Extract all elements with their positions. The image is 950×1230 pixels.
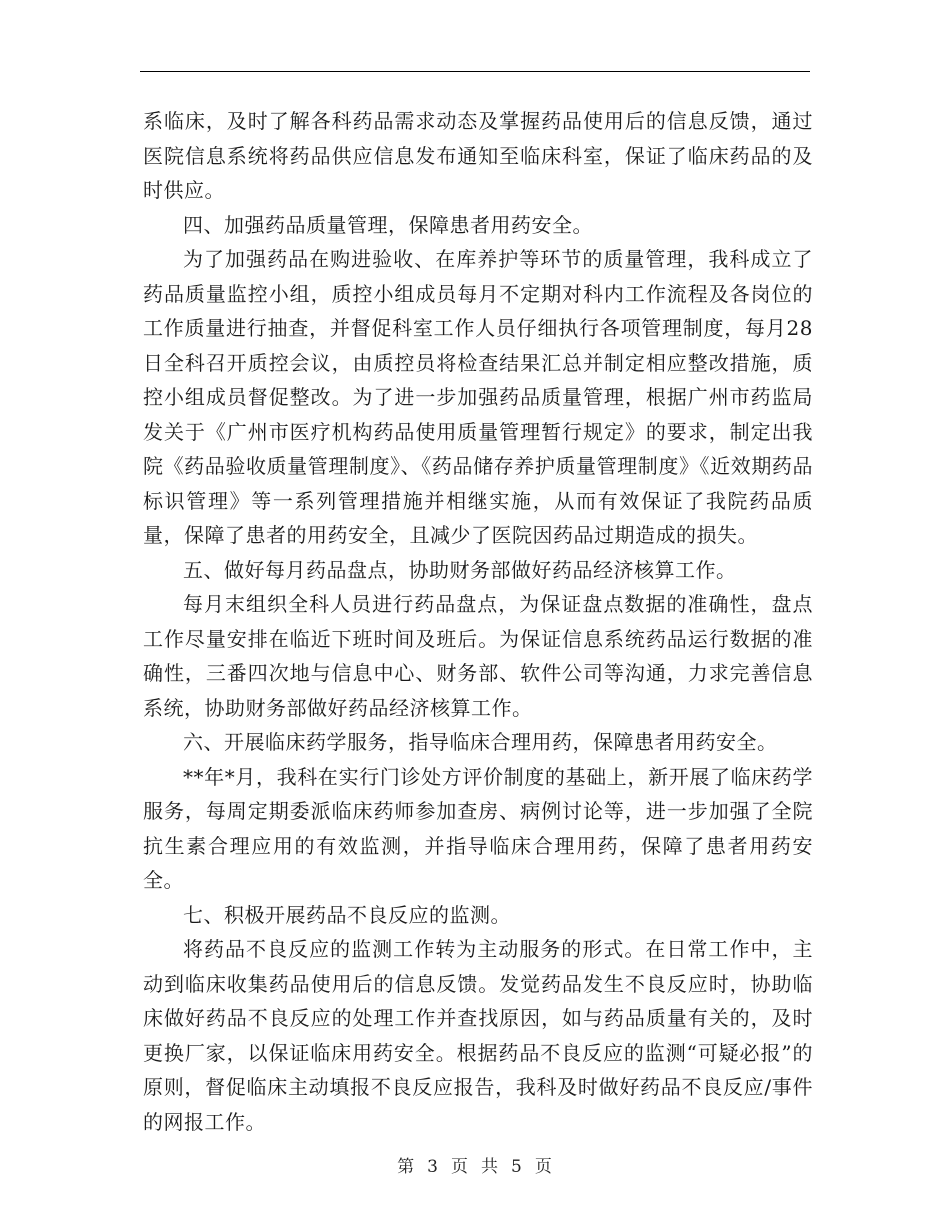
paragraph: **年*月，我科在实行门诊处方评价制度的基础上，新开展了临床药学服务，每周定期委派临床药师参加查房、病例讨论等，进一步加强了全院抗生素合理应用的有效监测，并指导临床合理用药，保障了患者用药安全。 <box>143 764 813 892</box>
page-footer <box>0 1152 950 1177</box>
document-body <box>143 104 813 1139</box>
footer-total-unit: 页 <box>534 1157 553 1177</box>
header-rule <box>140 71 810 72</box>
footer-current-page: 3 <box>427 1157 439 1177</box>
paragraph: 为了加强药品在购进验收、在库养护等环节的质量管理，我科成立了药品质量监控小组，质控小组成员每月不定期对科内工作流程及各岗位的工作质量进行抽查，并督促科室工作人员仔细执行各项管理制度，每月28日全科召开质控会议，由质控员将检查结果汇总并制定相应整改措施，质控小组成员督促整改。为了进一步加强药品质量管理，根据广州市药监局发关于《广州市医疗机构药品使用质量管理暂行规定》的要求，制定出我院《药品验收质量管理制度》、《药品储存养护质量管理制度》《近效期药品标识管理》等一系列管理措施并相继实施，从而有效保证了我院药品质量，保障了患者的用药安全，且减少了医院因药品过期造成的损失。 <box>143 247 813 547</box>
footer-prefix: 第 <box>397 1157 416 1177</box>
section-heading: 六、开展临床药学服务，指导临床合理用药，保障患者用药安全。 <box>183 730 778 754</box>
footer-total-label: 共 <box>481 1157 499 1177</box>
footer-page-unit: 页 <box>451 1157 469 1177</box>
section-heading: 四、加强药品质量管理，保障患者用药安全。 <box>183 212 593 237</box>
paragraph: 每月末组织全科人员进行药品盘点，为保证盘点数据的准确性，盘点工作尽量安排在临近下班时间及班后。为保证信息系统药品运行数据的准确性，三番四次地与信息中心、财务部、软件公司等沟通，力求完善信息系统，协助财务部做好药品经济核算工作。 <box>143 592 813 720</box>
section-heading: 五、做好每月药品盘点，协助财务部做好药品经济核算工作。 <box>183 557 737 582</box>
section-heading: 七、积极开展药品不良反应的监测。 <box>183 902 511 927</box>
footer-total-pages: 5 <box>511 1157 523 1177</box>
paragraph: 系临床，及时了解各科药品需求动态及掌握药品使用后的信息反馈，通过医院信息系统将药品供应信息发布通知至临床科室，保证了临床药品的及时供应。 <box>143 109 813 202</box>
paragraph: 将药品不良反应的监测工作转为主动服务的形式。在日常工作中，主动到临床收集药品使用后的信息反馈。发觉药品发生不良反应时，协助临床做好药品不良反应的处理工作并查找原因，如与药品质量有关的，及时更换厂家，以保证临床用药安全。根据药品不良反应的监测“可疑必报”的原则，督促临床主动填报不良反应报告，我科及时做好药品不良反应/事件的网报工作。 <box>143 937 813 1134</box>
